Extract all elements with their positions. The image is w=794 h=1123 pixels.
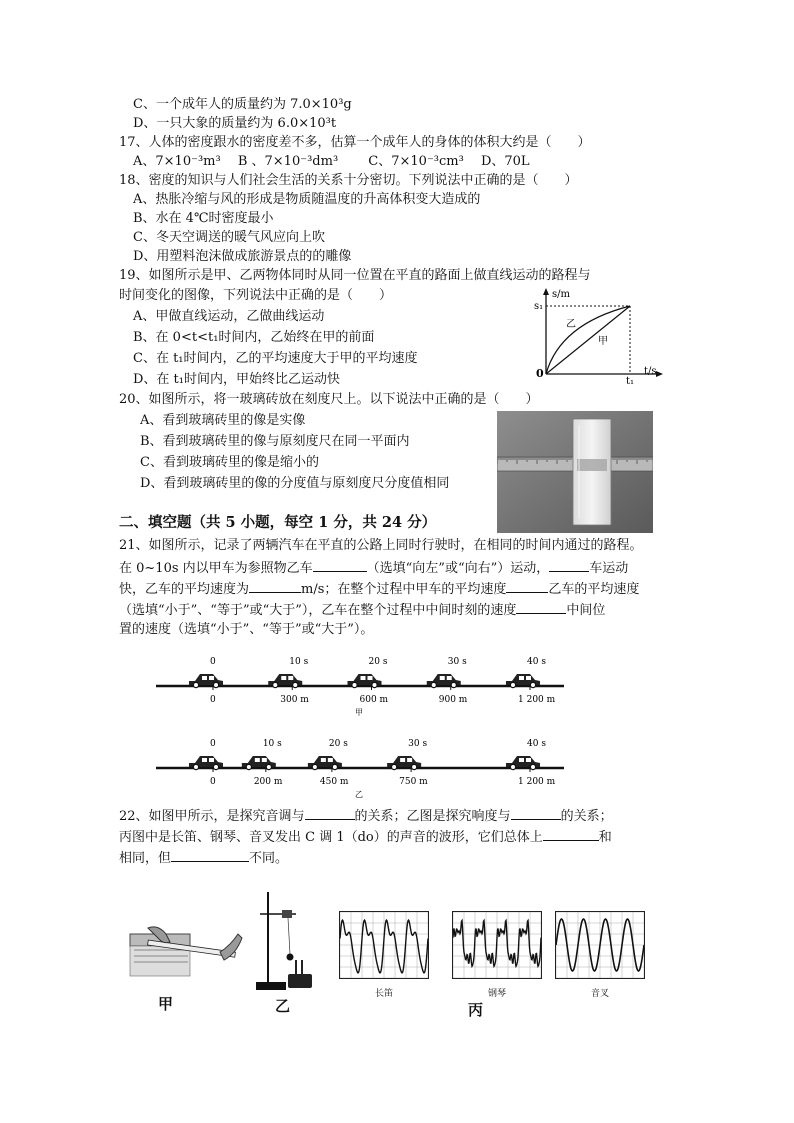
- label-jia: 甲: [598, 336, 608, 347]
- q21-text: 快，乙车的平均速度为: [119, 582, 250, 597]
- distance-label: 200 m: [253, 777, 283, 787]
- label-yi: 乙: [566, 319, 576, 330]
- figure-caption-jia: 甲: [158, 995, 174, 1013]
- oscillogram-tuning-fork: [555, 911, 645, 979]
- q21-text: m/s；在整个过程中甲车的平均速度: [301, 582, 507, 597]
- origin-label: 0: [536, 367, 544, 380]
- q18-option-a: A、热胀冷缩与风的形成是物质随温度的升高体积变大造成的: [133, 192, 481, 207]
- q18-option-b: B、水在 4℃时密度最小: [133, 211, 274, 226]
- q19-option-a: A、甲做直线运动，乙做曲线运动: [133, 309, 325, 324]
- section-fill-blank-title: 二、填空题（共 5 小题，每空 1 分，共 24 分）: [119, 514, 437, 531]
- osc-label-tuning-fork: 音叉: [591, 989, 610, 999]
- distance-label: 450 m: [319, 777, 349, 787]
- row-label: 甲: [355, 708, 363, 717]
- q21-line-2: [119, 558, 628, 578]
- row-label: 乙: [355, 790, 363, 799]
- s-t-graph: [508, 284, 668, 386]
- answer-blank[interactable]: [305, 806, 355, 820]
- answer-blank[interactable]: [313, 558, 367, 572]
- time-label: 30 s: [447, 657, 467, 667]
- tuning-fork-stand-figure: [252, 888, 320, 992]
- q21-text: 乙车的平均速度: [548, 582, 640, 597]
- answer-blank[interactable]: [511, 806, 561, 820]
- q22-text: 22、如图甲所示，是探究音调与: [119, 809, 305, 824]
- q18-option-c: C、冬天空调送的暖气风应向上吹: [133, 230, 325, 245]
- glass-brick-photo: [497, 411, 653, 533]
- answer-blank[interactable]: [543, 827, 599, 841]
- q22-text: 相同，但: [119, 851, 172, 866]
- stand-base: [256, 982, 286, 990]
- q19-option-b: B、在 0<t<t₁时间内，乙始终在甲的前面: [133, 330, 375, 345]
- q19-stem-1: 19、如图所示是甲、乙两物体同时从同一位置在平直的路面上做直线运动的路程与: [119, 268, 591, 283]
- q17-stem: 17、人体的密度跟水的密度差不多，估算一个成年人的身体的体积大约是（ ）: [119, 135, 591, 150]
- time-label: 0: [210, 739, 216, 749]
- osc-label-piano: 钢琴: [488, 989, 507, 999]
- q19-option-d: D、在 t₁时间内，甲始终比乙运动快: [133, 372, 340, 387]
- q22-line-1: [119, 806, 613, 826]
- q19-stem-2: 时间变化的图像，下列说法中正确的是（ ）: [119, 288, 393, 303]
- time-label: 0: [210, 657, 216, 667]
- answer-blank[interactable]: [516, 600, 566, 614]
- s1-tick-label: s₁: [534, 301, 544, 312]
- answer-blank[interactable]: [171, 848, 249, 862]
- distance-label: 900 m: [438, 695, 468, 705]
- time-label: 30 s: [408, 739, 428, 749]
- time-label: 20 s: [328, 739, 348, 749]
- q16-option-d: D、一只大象的质量约为 6.0×10³t: [133, 116, 337, 131]
- line-jia: [546, 306, 630, 374]
- distance-label: 600 m: [359, 695, 389, 705]
- pendulum-string: [288, 918, 290, 954]
- time-label: 40 s: [527, 657, 546, 667]
- distance-label: 300 m: [280, 695, 309, 705]
- x-axis-arrow-icon: [656, 371, 663, 377]
- figure-caption-bing: 丙: [468, 1001, 484, 1019]
- q22-text: 丙图中是长笛、钢琴、音叉发出 C 调 1（do）的声音的波形，它们总体上: [119, 830, 543, 845]
- time-label: 40 s: [527, 739, 546, 749]
- q20-option-a: A、看到玻璃砖里的像是实像: [140, 413, 306, 428]
- osc-label-flute: 长笛: [375, 989, 394, 999]
- answer-blank[interactable]: [506, 579, 548, 593]
- q17-options: A、7×10⁻³m³ B 、7×10⁻³dm³ C、7×10⁻³cm³ D、70L: [133, 154, 530, 169]
- q21-line-5: 置的速度（选填“小于”、“等于”或“大于”）。: [119, 622, 374, 637]
- ruler-on-table-figure: [128, 924, 246, 982]
- q19-option-c: C、在 t₁时间内，乙的平均速度大于甲的平均速度: [133, 351, 418, 366]
- q22-text: 的关系；: [560, 809, 613, 824]
- q21-text: 中间位: [566, 603, 606, 618]
- y-axis-arrow-icon: [543, 288, 549, 295]
- figure-caption-yi: 乙: [275, 997, 291, 1015]
- q22-line-3: [119, 848, 288, 868]
- distance-label: 1 200 m: [518, 695, 556, 705]
- car-motion-diagram: [150, 652, 570, 802]
- oscillogram-flute: [339, 911, 429, 979]
- q21-text: 车运动: [589, 561, 629, 576]
- q20-option-c: C、看到玻璃砖里的像是缩小的: [140, 455, 319, 470]
- time-label: 20 s: [368, 657, 388, 667]
- time-label: 10 s: [262, 739, 282, 749]
- q22-text: 和: [598, 830, 612, 845]
- tuning-fork-box: [288, 974, 312, 988]
- ruler-image: [577, 459, 607, 471]
- distance-label: 0: [210, 695, 216, 705]
- oscillogram-piano: [452, 911, 542, 979]
- pendulum-ball: [287, 954, 294, 961]
- t1-tick-label: t₁: [626, 376, 635, 386]
- car-row-yi: [156, 739, 564, 799]
- q22-text: 不同。: [249, 851, 289, 866]
- q21-line-4: [119, 600, 605, 620]
- q16-option-c: C、一个成年人的质量约为 7.0×10³g: [133, 97, 352, 112]
- q20-option-b: B、看到玻璃砖里的像与原刻度尺在同一平面内: [140, 434, 410, 449]
- distance-label: 0: [210, 777, 216, 787]
- x-axis-label: t/s: [644, 366, 657, 377]
- y-axis-label: s/m: [552, 289, 570, 300]
- distance-label: 1 200 m: [518, 777, 556, 787]
- q21-line-1: 21、如图所示，记录了两辆汽车在平直的公路上同时行驶时，在相同的时间内通过的路程。: [119, 538, 643, 553]
- car-row-jia: [156, 657, 564, 717]
- q21-text: （选填“小于”、“等于”或“大于”），乙车在整个过程中中间时刻的速度: [119, 603, 517, 618]
- q22-line-2: [119, 827, 612, 847]
- q22-text: 的关系；乙图是探究响度与: [354, 809, 511, 824]
- answer-blank[interactable]: [249, 579, 301, 593]
- time-label: 10 s: [289, 657, 309, 667]
- distance-label: 750 m: [399, 777, 428, 787]
- answer-blank[interactable]: [549, 558, 589, 572]
- q21-line-3: [119, 579, 639, 599]
- q21-text: 在 0~10s 内以甲车为参照物乙车: [119, 561, 313, 576]
- q20-option-d: D、看到玻璃砖里的像的分度值与原刻度尺分度值相同: [140, 476, 450, 491]
- q18-option-d: D、用塑料泡沫做成旅游景点的的雕像: [133, 249, 352, 264]
- q21-text: （选填“向左”或“向右”）运动，: [366, 561, 550, 576]
- q18-stem: 18、密度的知识与人们社会生活的关系十分密切。下列说法中正确的是（ ）: [119, 173, 578, 188]
- q20-stem: 20、如图所示，将一玻璃砖放在刻度尺上。以下说法中正确的是（ ）: [119, 392, 539, 407]
